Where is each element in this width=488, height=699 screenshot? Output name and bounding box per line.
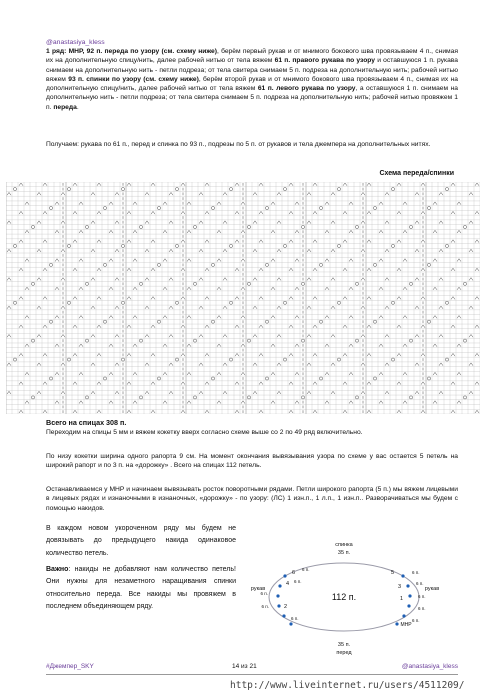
footer-hashtag[interactable]: #Джемпер_SKY (46, 663, 94, 670)
marker-dot (407, 604, 410, 607)
step-label: 6 п. (302, 567, 310, 572)
step-label: 6 п. (291, 616, 299, 621)
marker-dot (289, 622, 292, 625)
footer-handle[interactable]: @anastasiya_kless (401, 663, 458, 670)
intro-paragraph-2: Получаем: рукава по 61 п., перед и спинка по 93 п., подрезы по 5 п. от рукавов и тела джемпера на дополнительных нитях. (46, 141, 431, 148)
step-number: 2 (284, 604, 288, 610)
paragraph-repeat-width: По низу кокетки ширина одного рапорта 9 см. На момент окончания вывязывания узора по схеме у вас остается 5 петель на широкий рапорт и по 3 п. на «дорожку» . Всего на спицах 112 петель. (46, 453, 458, 470)
short-rows-diagram (236, 538, 446, 660)
page-number: 14 из 21 (232, 663, 257, 670)
marker-dot (283, 574, 286, 577)
paragraph-each-row: В каждом новом укороченном ряду мы будем не довязывать до предыдущего накида одинаковое количество петель. (46, 525, 236, 557)
paragraph-needles: Переходим на спицы 5 мм и вяжем кокетку вверх согласно схеме выше со 2 по 49 ряд включительно. (46, 429, 363, 436)
marker-dot (395, 622, 398, 625)
step-label: 6 п. (261, 604, 269, 609)
step-label: 6 п. (294, 579, 302, 584)
marker-dot (406, 584, 409, 587)
front-count-label: 35 п. (337, 642, 351, 648)
back-label: спинка (335, 542, 353, 548)
left-sleeve-label: рукав (250, 586, 266, 592)
step-number: 6 (292, 570, 296, 576)
watermark-url: http://www.liveinternet.ru/users/4511209/ (230, 680, 465, 691)
marker-dot (278, 584, 281, 587)
marker-dot (402, 614, 405, 617)
step-label: 6 п. (418, 606, 426, 611)
step-label: 6 п. (418, 594, 426, 599)
marker-dot (282, 614, 285, 617)
paragraph-short-rows: Останавливаемся у МНР и начинаем вывязывать росток поворотными рядами. Петли широкого рапорта (5 п.) мы вяжем лицевыми в лицевых рядах и изнаночными в изнаночных, «дорожку» - по узору: (ЛС) 1 изн.п., 1 л.п., 1 изн.п.. Разворачиваться мы будем с помощью накидов. (46, 486, 458, 512)
step-number: 5 (391, 570, 395, 576)
step-number: 4 (286, 581, 290, 587)
paragraph-important: Важно: накиды не добавляют нам количество петель! Они нужны для незаметного наращивания спинки относительно переда. Все накиды мы провяжем в последнем объединяющем ряду. (46, 566, 236, 610)
total-stitches-heading: Всего на спицах 308 п. (46, 418, 127, 427)
footer-divider (46, 674, 458, 675)
step-label: 6 п. (412, 570, 420, 575)
front-label: перед (336, 650, 352, 656)
marker-dot (277, 604, 280, 607)
author-handle[interactable]: @anastasiya_kless (46, 39, 105, 46)
intro-paragraph-1: 1 ряд: МНР, 92 п. переда по узору (см. схему ниже), берём первый рукав и от мнимого бокового шва провязываем 4 п., снимая их на дополнительную спицу/нить, далее рабочей нитью от тела вяжем 61 п. правого рукава по узору и оставшуюся 1 п. рукава снимаем на дополнительную нить - петли подреза; от тела свитера снимаем 5 п. подреза на дополнительную нить; рабочей нитью вяжем 93 п. спинки по узору (см. схему ниже), берём второй рукав и от мнимого бокового шва провязываем 4 п., снимая их на дополнительную спицу/нить, далее рабочей нитью от тела вяжем 61 п. левого рукава по узору, а оставшуюся 1 п. снимаем на дополнительную нить - петли подреза; от тела свитера снимаем 5 п. подреза на дополнительную нить; рабочей нитью провяжем 1 п. переда. (46, 48, 458, 111)
right-sleeve-label: рукав (424, 586, 440, 592)
step-number: 3 (398, 584, 402, 590)
knitting-chart (6, 182, 480, 414)
back-count-label: 35 п. (337, 550, 351, 556)
chart-title: Схема переда/спинки (379, 170, 454, 177)
marker-dot (401, 574, 404, 577)
marker-dot (408, 594, 411, 597)
center-count-label: 112 п. (331, 592, 357, 602)
step-number: 1 (400, 596, 404, 602)
step-label: 6 п. (260, 591, 268, 596)
step-label: 6 п. (416, 581, 424, 586)
mnr-label: МНР (400, 622, 412, 628)
step-label: 6 п. (412, 618, 420, 623)
marker-dot (276, 594, 279, 597)
